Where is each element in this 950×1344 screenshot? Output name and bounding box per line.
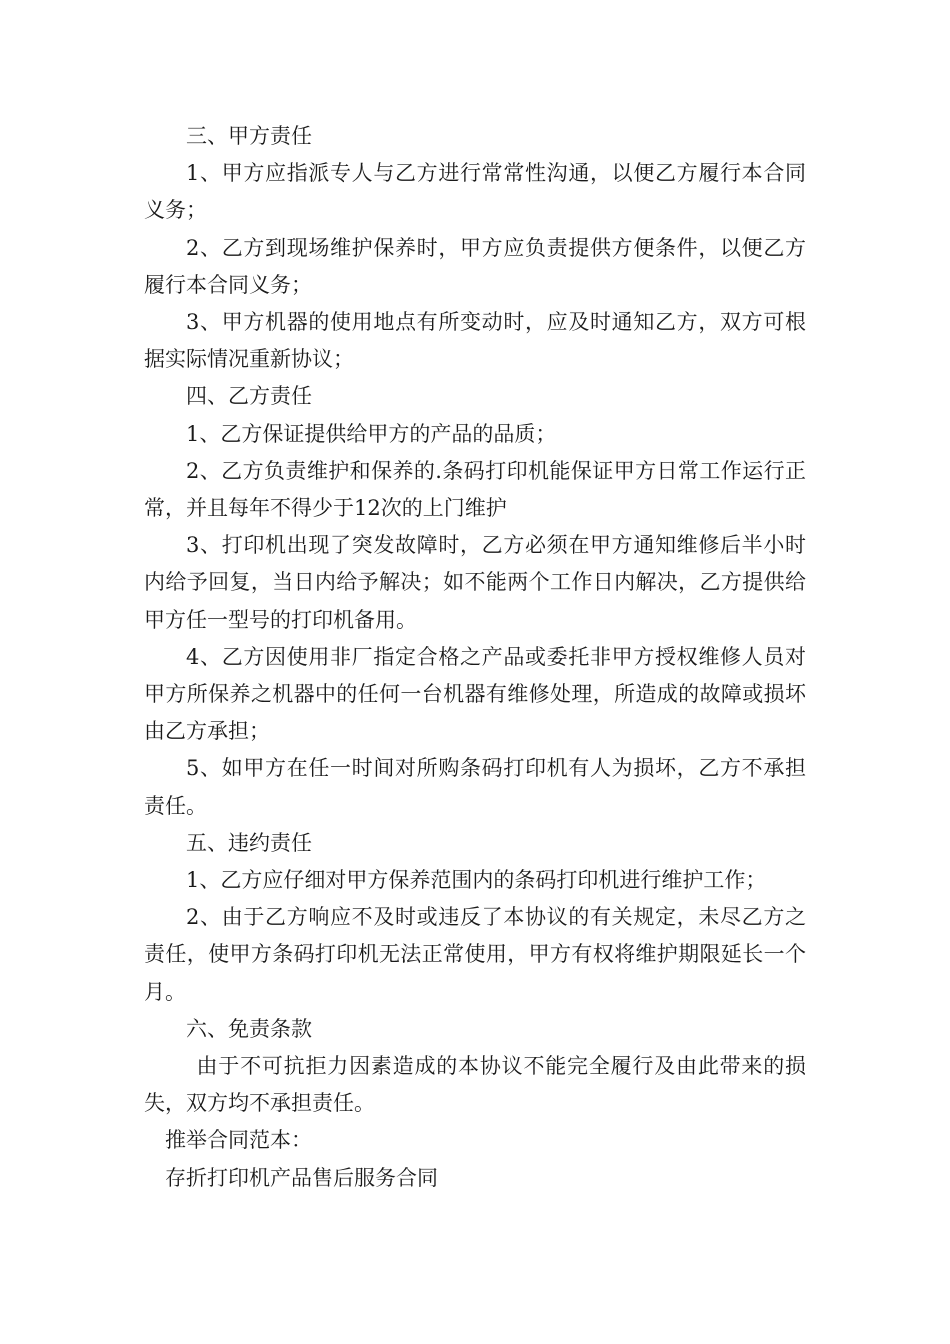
party-b-clause-3: 3、打印机出现了突发故障时，乙方必须在甲方通知维修后半小时内给予回复，当日内给予解决；如不能两个工作日内解决，乙方提供给甲方任一型号的打印机备用。 [144,533,806,632]
party-b-clause-1: 1、乙方保证提供给甲方的产品的品质； [186,421,557,446]
party-a-clause-1: 1、甲方应指派专人与乙方进行常常性沟通，以便乙方履行本合同义务； [144,161,806,223]
party-a-clause-3: 3、甲方机器的使用地点有所变动时，应及时通知乙方，双方可根据实际情况重新协议； [144,310,806,372]
party-b-clause-2: 2、乙方负责维护和保养的.条码打印机能保证甲方日常工作运行正常，并且每年不得少于12次的上门维护 [144,458,806,521]
recommended-templates-label: 推举合同范本： [165,1128,312,1153]
document-body [144,118,806,1197]
party-a-clause-2: 2、乙方到现场维护保养时，甲方应负责提供方便条件，以便乙方履行本合同义务； [144,235,806,297]
section-heading-breach: 五、违约责任 [186,830,312,855]
section-heading-exemption: 六、免责条款 [186,1016,312,1041]
breach-clause-1: 1、乙方应仔细对甲方保养范围内的条码打印机进行维护工作； [186,868,767,893]
breach-clause-2: 2、由于乙方响应不及时或违反了本协议的有关规定，未尽乙方之责任，使甲方条码打印机无法正常使用，甲方有权将维护期限延长一个月。 [144,905,806,1004]
party-b-clause-5: 5、如甲方在任一时间对所购条码打印机有人为损坏，乙方不承担责任。 [144,756,806,818]
recommended-template-link[interactable]: 存折打印机产品售后服务合同 [165,1165,438,1190]
section-heading-party-a-duties: 三、甲方责任 [186,124,312,148]
party-b-clause-4: 4、乙方因使用非厂指定合格之产品或委托非甲方授权维修人员对甲方所保养之机器中的任何一台机器有维修处理，所造成的故障或损坏由乙方承担； [144,644,806,744]
exemption-clause: 由于不可抗拒力因素造成的本协议不能完全履行及由此带来的损失，双方均不承担责任。 [144,1054,806,1116]
section-heading-party-b-duties: 四、乙方责任 [186,384,312,409]
